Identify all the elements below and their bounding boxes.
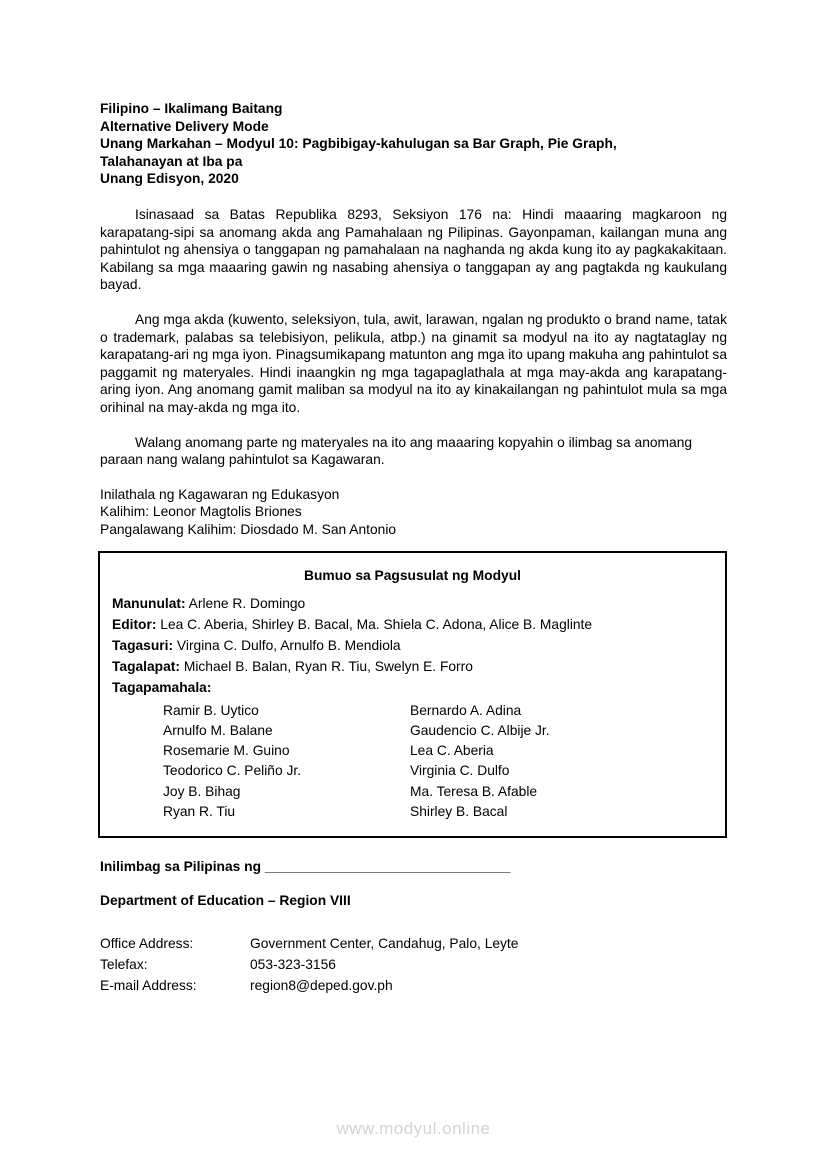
contact-row-telefax: [100, 954, 727, 975]
role-value: Virgina C. Dulfo, Arnulfo B. Mendiola: [176, 638, 401, 654]
role-value: Michael B. Balan, Ryan R. Tiu, Swelyn E. Forro: [183, 659, 473, 675]
contact-value: Government Center, Candahug, Palo, Leyte: [250, 935, 519, 951]
management-names: [163, 701, 713, 823]
printed-in-blank-line: ________________________________: [264, 859, 511, 875]
role-value: Lea C. Aberia, Shirley B. Bacal, Ma. Shiela C. Adona, Alice B. Maglinte: [160, 617, 593, 633]
contact-row-office-address: [100, 933, 727, 954]
contact-label: Telefax:: [100, 956, 148, 972]
undersecretary-line: Pangalawang Kalihim: Diosdado M. San Antonio: [100, 521, 397, 537]
credits-box: [98, 551, 727, 838]
header-line-module-title-cont: Talahanayan at Iba pa: [100, 153, 243, 169]
role-label: Manunulat:: [112, 596, 186, 612]
credits-box-title: Bumuo sa Pagsusulat ng Modyul: [304, 568, 521, 584]
management-name: Ryan R. Tiu: [163, 804, 236, 820]
management-name: Lea C. Aberia: [410, 743, 494, 759]
header-line-edition: Unang Edisyon, 2020: [100, 171, 239, 187]
role-value: Arlene R. Domingo: [188, 596, 306, 612]
printed-in-line: [100, 858, 727, 876]
header-line-module-title: Unang Markahan – Modyul 10: Pagbibigay-kahulugan sa Bar Graph, Pie Graph,: [100, 136, 617, 152]
management-name: Joy B. Bihag: [163, 783, 241, 799]
management-name: Shirley B. Bacal: [410, 804, 508, 820]
management-name: Arnulfo M. Balane: [163, 722, 273, 738]
management-name: Ma. Teresa B. Afable: [410, 783, 538, 799]
publisher-line: Inilathala ng Kagawaran ng Edukasyon: [100, 486, 340, 502]
contact-row-email: [100, 975, 727, 996]
copyright-paragraph-1: Isinasaad sa Batas Republika 8293, Seksiyon 176 na: Hindi maaaring magkaroon ng karapatang-sipi sa anomang akda ang Pamahalaan ng Pilipinas. Gayonpaman, kailangan muna ang pahintulot ng ahensiya o tanggapan ng pamahalaan na naghanda ng akda kung ito ay pagkakakitaan. Kabilang sa mga maaaring gawin ng nasabing ahensiya o tanggapan ay ang pagtakda ng kaukulang bayad.: [100, 206, 727, 293]
page-content: [100, 100, 727, 996]
management-label: Tagapamahala:: [112, 680, 212, 696]
role-row-writer: [112, 595, 713, 613]
management-name: Rosemarie M. Guino: [163, 743, 290, 759]
contact-value: 053-323-3156: [250, 956, 336, 972]
header-line-delivery-mode: Alternative Delivery Mode: [100, 118, 269, 134]
contact-value: region8@deped.gov.ph: [250, 977, 393, 993]
contact-label: Office Address:: [100, 935, 194, 951]
management-name: Virginia C. Dulfo: [410, 763, 510, 779]
role-label: Tagasuri:: [112, 638, 174, 654]
department-line: Department of Education – Region VIII: [100, 892, 351, 908]
role-row-editor: [112, 616, 713, 634]
management-name: Ramir B. Uytico: [163, 702, 259, 718]
copyright-paragraph-2: Ang mga akda (kuwento, seleksiyon, tula, awit, larawan, ngalan ng produkto o brand name, tatak o trademark, palabas sa telebisiyon, pelikula, atbp.) na ginamit sa modyul na ito ay nagtataglay ng karapatang-ari ng mga iyon. Pinagsumikapang matunton ang mga ito upang makuha ang pahintulot sa paggamit ng materyales. Hindi inaangkin ng mga tagapaglathala at mga may-akda ang karapatang-aring iyon. Ang anomang gamit maliban sa modyul na ito ay kinakailangan ng pahintulot mula sa mga orihinal na may-akda ng mga ito.: [100, 311, 727, 415]
contact-label: E-mail Address:: [100, 977, 197, 993]
header-line-subject: Filipino – Ikalimang Baitang: [100, 101, 283, 116]
publisher-block: [100, 486, 727, 539]
management-name: Teodorico C. Peliño Jr.: [163, 763, 302, 779]
secretary-line: Kalihim: Leonor Magtolis Briones: [100, 504, 302, 520]
printed-in-label: Inilimbag sa Pilipinas ng: [100, 859, 261, 875]
management-name: Bernardo A. Adina: [410, 702, 522, 718]
role-row-reviewer: [112, 637, 713, 655]
management-column-1: [163, 701, 410, 823]
watermark: www.modyul.online: [336, 1119, 491, 1138]
contact-info: [100, 933, 727, 996]
role-label: Tagalapat:: [112, 659, 180, 675]
role-label: Editor:: [112, 617, 157, 633]
role-row-layout: [112, 658, 713, 676]
management-column-2: [410, 701, 550, 823]
copyright-paragraph-3: Walang anomang parte ng materyales na ito ang maaaring kopyahin o ilimbag sa anomang paraan nang walang pahintulot sa Kagawaran.: [100, 434, 693, 468]
module-header: [100, 100, 727, 188]
management-name: Gaudencio C. Albije Jr.: [410, 722, 550, 738]
